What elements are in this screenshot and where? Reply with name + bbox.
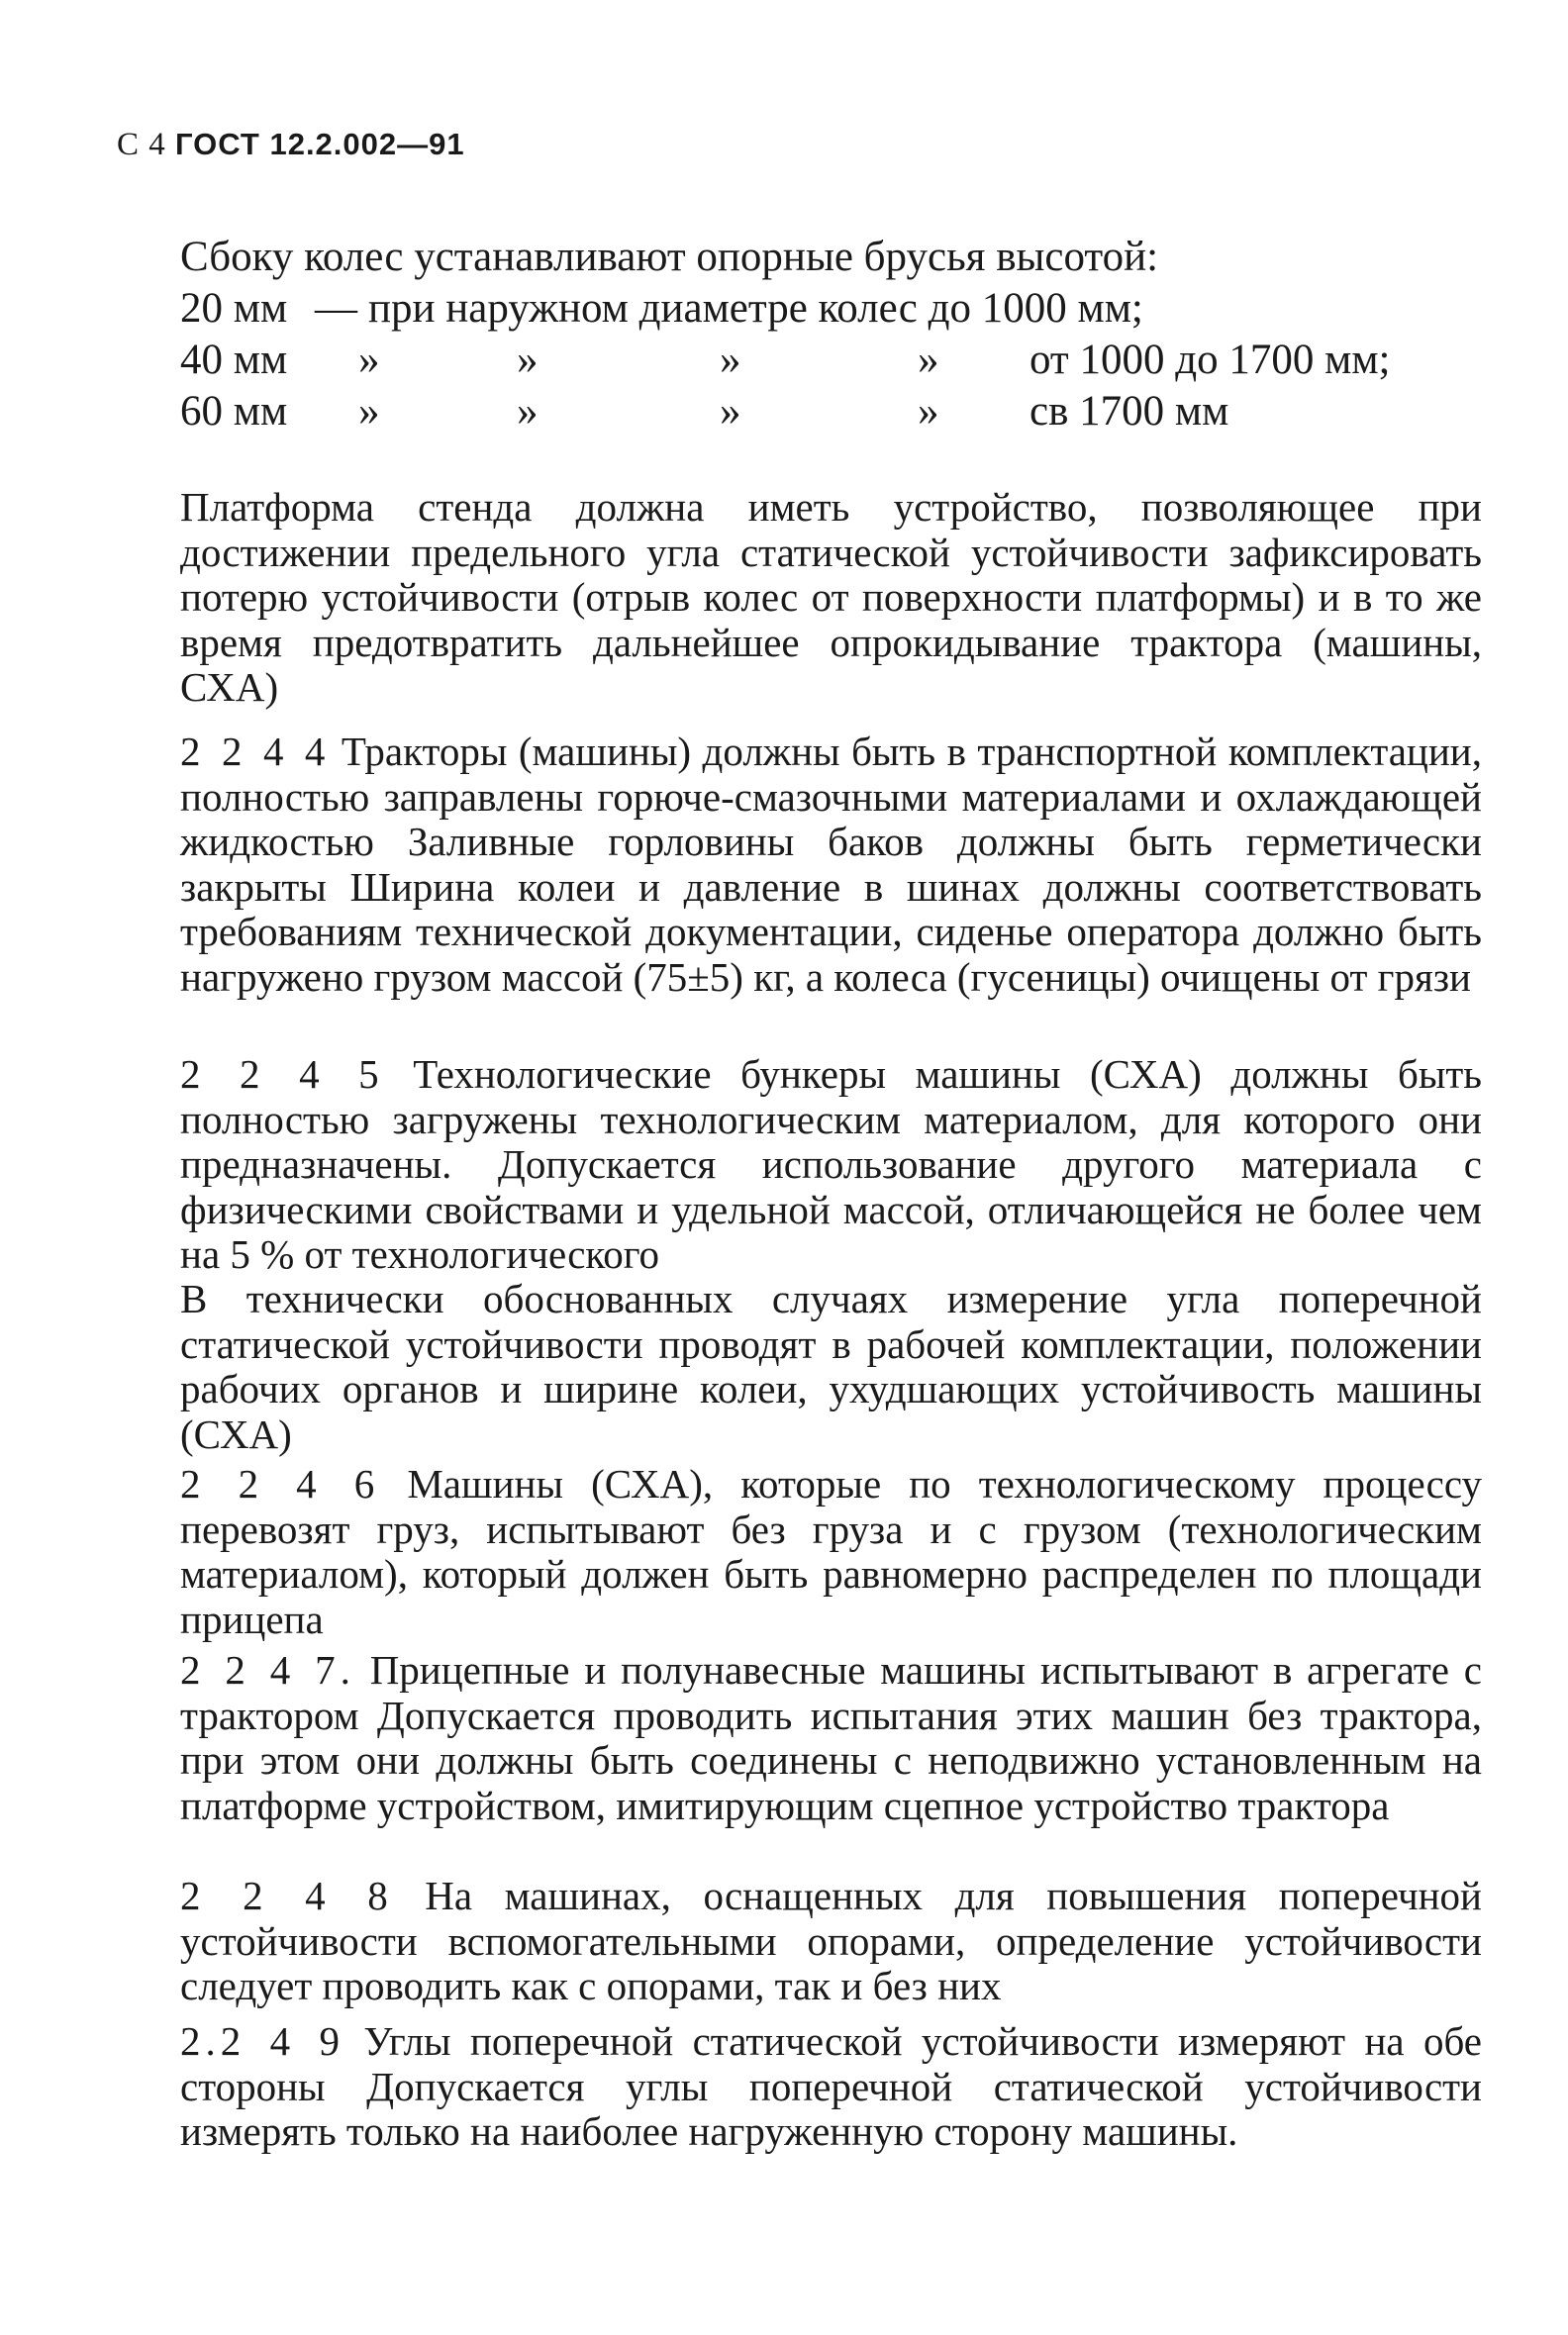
- support-dash: —: [315, 285, 357, 332]
- paragraph-technical-cases: [180, 1277, 1482, 1457]
- clause-2-2-4-7: [180, 1648, 1482, 1828]
- ditto-mark: »: [720, 388, 741, 435]
- clause-text: На машинах, оснащенных для повышения поперечной устойчивости вспомогательными опорами, определение устойчивости следует проводить как с опорами, так и без них: [180, 1873, 1482, 2008]
- clause-number: 2 2 4 8: [180, 1873, 393, 1918]
- support-range: св 1700 мм: [1029, 388, 1229, 435]
- clause-text: Прицепные и полунавесные машины испытывают в агрегате с трактором Допускается проводить испытания этих машин без трактора, при этом они должны быть соединены с неподвижно установленным на платформе устройством, имитирующим сцепное устройство трактора: [180, 1647, 1482, 1828]
- ditto-mark: »: [358, 388, 380, 435]
- clause-number: 2 2 4 6: [180, 1461, 380, 1507]
- clause-number: 2 2 4 5: [180, 1051, 384, 1097]
- paragraph-text: В технически обоснованных случаях измерение угла поперечной статической устойчивости проводят в рабочей комплектации, положении рабочих органов и ширине колеи, ухудшающих устойчивость машины (СХА): [180, 1276, 1482, 1457]
- ditto-mark: »: [918, 337, 939, 383]
- support-range: от 1000 до 1700 мм;: [1029, 337, 1391, 383]
- ditto-mark: »: [517, 337, 539, 383]
- clause-2-2-4-4: [180, 730, 1482, 1000]
- clause-number: 2 2 4 7.: [180, 1647, 355, 1693]
- clause-2-2-4-5: [180, 1052, 1482, 1278]
- supports-intro: Сбоку колес устанавливают опорные брусья высотой:: [180, 234, 1159, 280]
- clause-2-2-4-6: [180, 1462, 1482, 1642]
- support-height: 40 мм: [180, 337, 288, 383]
- clause-number: 2.2 4 9: [180, 2018, 345, 2064]
- paragraph-platform: [180, 485, 1482, 711]
- page-number: С 4: [117, 127, 166, 162]
- clause-text: Технологические бункеры машины (СХА) должны быть полностью загружены технологическим материалом, для которого они предназначены. Допускается использование другого материала с физическими свойствами и удельной массой, отличающейся не более чем на 5 % от технологического: [180, 1051, 1483, 1277]
- ditto-mark: »: [517, 388, 539, 435]
- ditto-mark: »: [358, 337, 380, 383]
- clause-text: Тракторы (машины) должны быть в транспортной комплектации, полностью заправлены горюче-смазочными материалами и охлаждающей жидкостью Заливные горловины баков должны быть герметически закрыты Ширина колеи и давление в шинах должны соответствовать требованиям технической документации, сиденье оператора должно быть нагружено грузом массой (75±5) кг, а колеса (гусеницы) очищены от грязи: [180, 729, 1483, 1000]
- clause-text: Углы поперечной статической устойчивости измеряют на обе стороны Допускается углы поперечной статической устойчивости измерять только на наиболее нагруженную сторону машины.: [180, 2018, 1483, 2154]
- support-condition: при наружном диаметре колес до 1000 мм;: [368, 285, 1143, 332]
- clause-number: 2 2 4 4: [180, 729, 331, 774]
- paragraph-text: Платформа стенда должна иметь устройство, позволяющее при достижении предельного угла статической устойчивости зафиксировать потерю устойчивости (отрыв колес от поверхности платформы) и в то же время предотвратить дальнейшее опрокидывание трактора (машины, СХА): [180, 484, 1482, 710]
- clause-2-2-4-9: [180, 2019, 1482, 2155]
- ditto-mark: »: [918, 388, 939, 435]
- standard-id: ГОСТ 12.2.002—91: [175, 127, 465, 161]
- clause-text: Машины (СХА), которые по технологическому процессу перевозят груз, испытывают без груза и с грузом (технологическим материалом), который должен быть равномерно распределен по площади прицепа: [180, 1461, 1483, 1642]
- page-header: [117, 127, 465, 163]
- support-height: 60 мм: [180, 388, 288, 435]
- clause-2-2-4-8: [180, 1874, 1482, 2009]
- ditto-mark: »: [720, 337, 741, 383]
- support-height: 20 мм: [180, 285, 288, 332]
